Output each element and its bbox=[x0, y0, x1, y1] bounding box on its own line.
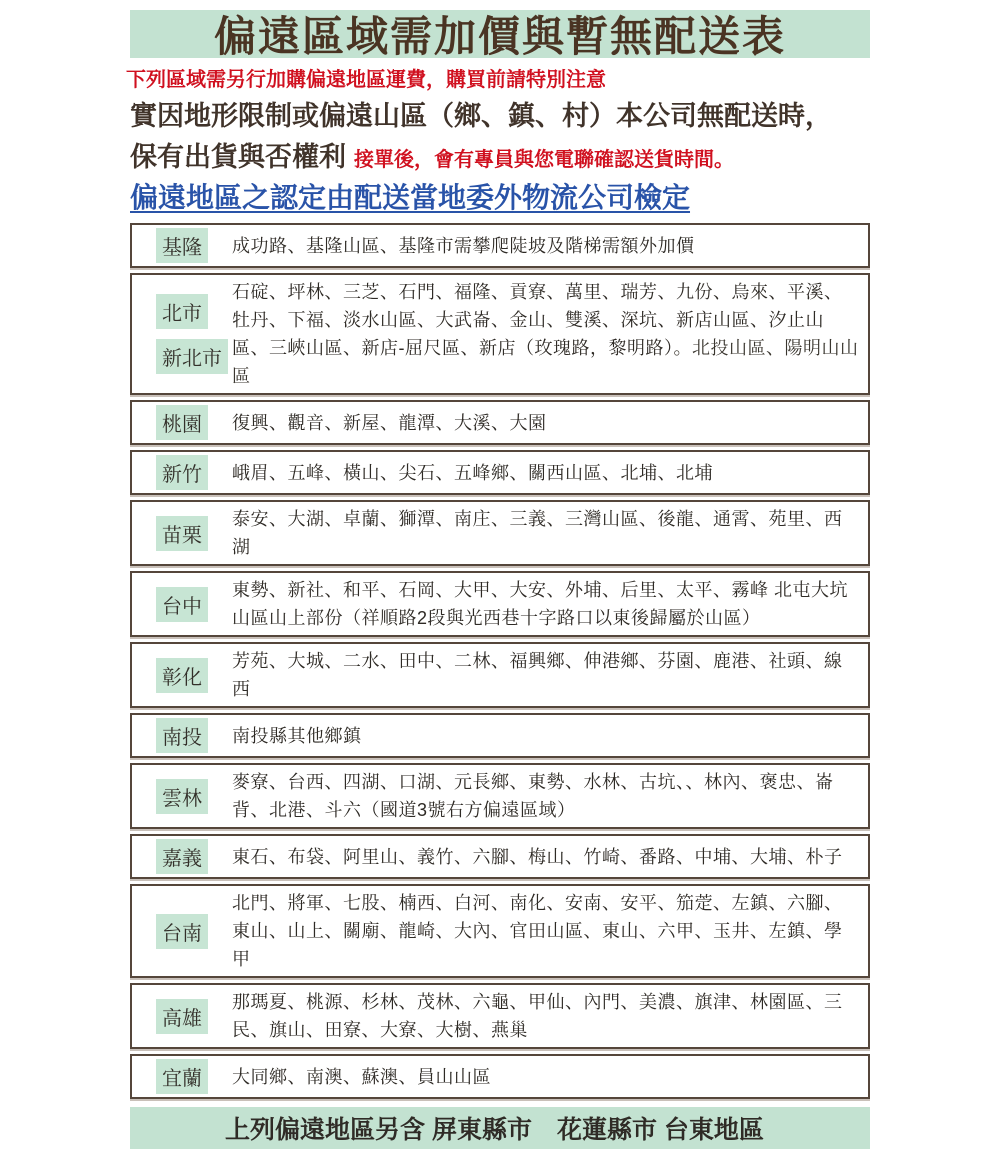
region-areas: 峨眉、五峰、橫山、尖石、五峰鄉、關西山區、北埔、北埔 bbox=[232, 462, 713, 483]
table-row-chiayi bbox=[130, 834, 870, 879]
region-table bbox=[130, 223, 870, 1099]
region-label: 苗栗 bbox=[156, 516, 208, 551]
page-title: 偏遠區域需加價與暫無配送表 bbox=[213, 13, 786, 60]
region-areas: 石碇、坪林、三芝、石門、福隆、貢寮、萬里、瑞芳、九份、烏來、平溪、牡丹、下福、淡水山區、大武崙、金山、雙溪、深坑、新店山區、汐止山區、三峽山區、新店-屈尺區、新店（玫瑰路，黎明路）。北投山區、陽明山山區 bbox=[232, 282, 859, 386]
region-areas: 南投縣其他鄉鎮 bbox=[232, 725, 362, 746]
table-row-taoyuan bbox=[130, 400, 870, 445]
region-areas: 大同鄉、南澳、蘇澳、員山山區 bbox=[232, 1066, 491, 1087]
region-areas: 復興、觀音、新屋、龍潭、大溪、大園 bbox=[232, 412, 547, 433]
notice-line-2-red: 接單後，會有專員與您電聯確認送貨時間。 bbox=[354, 149, 734, 171]
table-row-kaohsiung bbox=[130, 983, 870, 1049]
region-areas: 東勢、新社、和平、石岡、大甲、大安、外埔、后里、太平、霧峰 北屯大坑山區山上部份（祥順路2段與光西巷十字路口以東後歸屬於山區） bbox=[232, 580, 848, 628]
region-label: 彰化 bbox=[156, 658, 208, 693]
notice-line-2 bbox=[130, 140, 1000, 177]
red-warning-note: 下列區域需另行加購偏遠地區運費，購買前請特別注意 bbox=[126, 69, 606, 91]
notice-line-1: 實因地形限制或偏遠山區（鄉、鎮、村）本公司無配送時， bbox=[130, 101, 832, 131]
region-areas: 成功路、基隆山區、基隆市需攀爬陡坡及階梯需額外加價 bbox=[232, 235, 695, 256]
table-row-keelung bbox=[130, 223, 870, 268]
title-banner bbox=[130, 10, 870, 58]
region-label: 宜蘭 bbox=[156, 1059, 208, 1094]
region-areas: 麥寮、台西、四湖、口湖、元長鄉、東勢、水林、古坑、、林內、褒忠、崙背、北港、斗六（國道3號右方偏遠區域） bbox=[232, 772, 834, 820]
region-areas-tail: 。北投山區、陽明山山區 bbox=[232, 338, 859, 386]
table-row-tainan bbox=[130, 884, 870, 978]
table-row-taipei-newtaipei bbox=[130, 273, 870, 395]
table-row-hsinchu bbox=[130, 450, 870, 495]
notice-line-2-black: 保有出貨與否權利 bbox=[130, 142, 346, 172]
blue-definition-heading: 偏遠地區之認定由配送當地委外物流公司檢定 bbox=[130, 182, 691, 213]
region-label: 台南 bbox=[156, 914, 208, 949]
region-label: 台中 bbox=[156, 587, 208, 622]
table-row-nantou bbox=[130, 713, 870, 758]
region-areas: 北門、將軍、七股、楠西、白河、南化、安南、安平、笳萣、左鎮、六腳、東山、山上、關廟、龍崎、大內、官田山區、東山、六甲、玉井、左鎮、學甲 bbox=[232, 893, 843, 969]
footer-note: 上列偏遠地區另含 屏東縣市 花蓮縣市 台東地區 bbox=[225, 1116, 764, 1144]
region-label: 北市 bbox=[156, 294, 208, 329]
table-row-changhua bbox=[130, 642, 870, 708]
region-label: 新竹 bbox=[156, 455, 208, 490]
region-label: 高雄 bbox=[156, 999, 208, 1034]
region-areas: 東石、布袋、阿里山、義竹、六腳、梅山、竹崎、番路、中埔、大埔、朴子 bbox=[232, 846, 843, 867]
table-row-miaoli bbox=[130, 500, 870, 566]
region-label: 桃園 bbox=[156, 405, 208, 440]
region-label: 嘉義 bbox=[156, 839, 208, 874]
region-label: 新北市 bbox=[156, 339, 228, 374]
region-areas: 泰安、大湖、卓蘭、獅潭、南庄、三義、三灣山區、後龍、通霄、苑里、西湖 bbox=[232, 509, 843, 557]
region-label: 基隆 bbox=[156, 228, 208, 263]
region-areas: 芳苑、大城、二水、田中、二林、福興鄉、伸港鄉、芬園、鹿港、社頭、線西 bbox=[232, 651, 843, 699]
table-row-taichung bbox=[130, 571, 870, 637]
region-areas: 那瑪夏、桃源、杉林、茂林、六龜、甲仙、內門、美濃、旗津、林園區、三民、旗山、田寮、大寮、大樹、燕巢 bbox=[232, 992, 843, 1040]
region-label: 雲林 bbox=[156, 779, 208, 814]
footer-banner bbox=[130, 1107, 870, 1149]
region-label: 南投 bbox=[156, 718, 208, 753]
table-row-yunlin bbox=[130, 763, 870, 829]
table-row-yilan bbox=[130, 1054, 870, 1099]
shipping-surcharge-notice-page bbox=[0, 10, 1000, 1144]
